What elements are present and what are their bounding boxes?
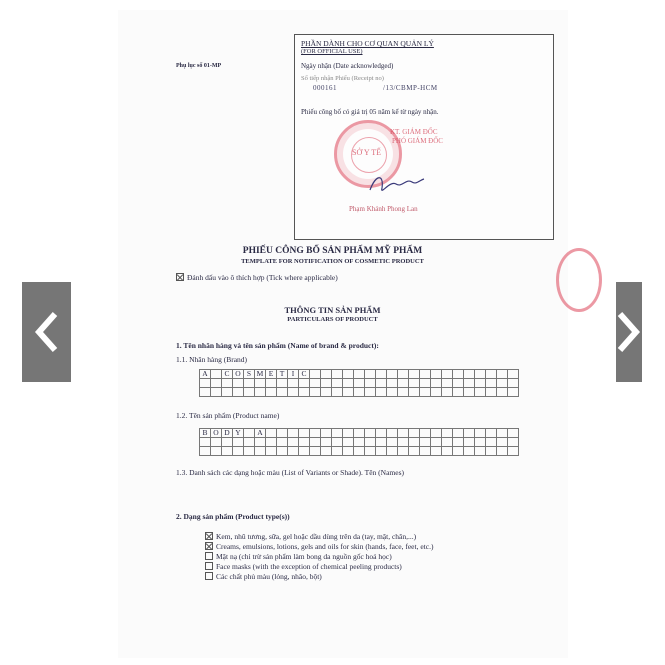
grid-cell [497, 388, 508, 397]
letter-cell: A [255, 429, 266, 438]
grid-cell [332, 388, 343, 397]
grid-cell [508, 388, 519, 397]
grid-cell [431, 438, 442, 447]
grid-cell [266, 438, 277, 447]
grid-cell [376, 379, 387, 388]
grid-cell [475, 370, 486, 379]
receipt-no-label: Số tiếp nhận Phiếu (Receipt no) [301, 75, 384, 82]
seal-title-mid: PHÓ GIÁM ĐỐC [392, 137, 443, 145]
grid-cell [244, 379, 255, 388]
product-name-grid [199, 428, 519, 456]
grid-cell [310, 429, 321, 438]
grid-cell [442, 379, 453, 388]
grid-cell [508, 447, 519, 456]
grid-cell [299, 447, 310, 456]
grid-cell [431, 379, 442, 388]
product-type-item [205, 552, 433, 561]
product-type-list [205, 532, 433, 582]
grid-cell [398, 388, 409, 397]
grid-cell [464, 438, 475, 447]
appendix-label: Phụ lục số 01-MP [176, 63, 222, 69]
grid-cell [299, 429, 310, 438]
grid-cell [233, 388, 244, 397]
grid-cell [508, 379, 519, 388]
unchecked-box-icon [205, 562, 213, 570]
grid-cell [288, 388, 299, 397]
grid-cell [321, 429, 332, 438]
grid-cell [365, 370, 376, 379]
grid-cell [398, 438, 409, 447]
grid-cell [475, 379, 486, 388]
grid-cell [266, 388, 277, 397]
grid-cell [420, 447, 431, 456]
validity-note: Phiếu công bố có giá trị 05 năm kể từ ngày nhận. [301, 108, 439, 116]
letter-cell: O [211, 429, 222, 438]
grid-cell [387, 429, 398, 438]
grid-cell [354, 379, 365, 388]
grid-cell [365, 447, 376, 456]
grid-cell [332, 447, 343, 456]
unchecked-box-icon [205, 572, 213, 580]
grid-cell [409, 370, 420, 379]
question-1-1: 1.1. Nhãn hàng (Brand) [176, 355, 248, 364]
grid-cell [365, 438, 376, 447]
grid-cell [321, 447, 332, 456]
grid-cell [310, 438, 321, 447]
letter-cell [244, 429, 255, 438]
date-received-label: Ngày nhận (Date acknowledged) [301, 62, 394, 70]
letter-cell: C [299, 370, 310, 379]
grid-cell [376, 447, 387, 456]
grid-cell [409, 429, 420, 438]
grid-cell [277, 429, 288, 438]
grid-cell [299, 438, 310, 447]
grid-cell [255, 388, 266, 397]
grid-cell [211, 447, 222, 456]
letter-cell: I [288, 370, 299, 379]
grid-cell [244, 438, 255, 447]
grid-cell [409, 447, 420, 456]
grid-cell [442, 438, 453, 447]
previous-button[interactable] [22, 282, 71, 382]
grid-cell [343, 438, 354, 447]
receipt-number: 000161 [313, 84, 337, 92]
grid-cell [211, 388, 222, 397]
grid-cell [310, 447, 321, 456]
product-type-item [205, 532, 433, 541]
seal-center-text: SỞ Y TẾ [352, 148, 382, 157]
grid-cell [255, 379, 266, 388]
grid-cell [387, 388, 398, 397]
grid-cell [420, 429, 431, 438]
grid-cell [376, 370, 387, 379]
grid-cell [354, 429, 365, 438]
grid-cell [277, 447, 288, 456]
grid-cell [453, 379, 464, 388]
tick-note [176, 273, 338, 282]
official-heading: PHẦN DÀNH CHO CƠ QUAN QUẢN LÝ [301, 39, 434, 48]
grid-cell [464, 379, 475, 388]
grid-cell [398, 370, 409, 379]
grid-cell [222, 438, 233, 447]
grid-cell [343, 379, 354, 388]
grid-cell [310, 370, 321, 379]
grid-cell [255, 438, 266, 447]
question-2: 2. Dạng sản phẩm (Product type(s)) [176, 512, 290, 521]
receipt-suffix: /13/CBMP-HCM [383, 84, 438, 92]
grid-cell [354, 388, 365, 397]
grid-cell [475, 447, 486, 456]
grid-cell [321, 370, 332, 379]
grid-cell [277, 388, 288, 397]
grid-cell [431, 447, 442, 456]
product-type-label: Mặt nạ (chỉ trừ sản phẩm làm bong da nguồn gốc hoá học) [216, 552, 392, 561]
grid-cell [420, 379, 431, 388]
grid-cell [442, 370, 453, 379]
grid-cell [200, 379, 211, 388]
grid-cell [354, 370, 365, 379]
grid-cell [420, 370, 431, 379]
grid-cell [420, 438, 431, 447]
product-type-label: Các chất phủ màu (lỏng, nhão, bột) [216, 572, 322, 581]
grid-cell [453, 429, 464, 438]
grid-cell [497, 447, 508, 456]
grid-cell [431, 429, 442, 438]
grid-cell [409, 388, 420, 397]
grid-cell [200, 438, 211, 447]
grid-cell [486, 388, 497, 397]
section-title-en: PARTICULARS OF PRODUCT [287, 316, 378, 323]
product-type-label: Creams, emulsions, lotions, gels and oils for skin (hands, face, feet, etc.) [216, 542, 434, 551]
checked-box-icon [205, 542, 213, 550]
grid-cell [464, 429, 475, 438]
grid-cell [343, 429, 354, 438]
grid-cell [365, 429, 376, 438]
tick-note-text: Đánh dấu vào ô thích hợp (Tick where applicable) [187, 273, 338, 282]
grid-cell [497, 370, 508, 379]
grid-cell [222, 379, 233, 388]
grid-cell [332, 370, 343, 379]
letter-cell: M [255, 370, 266, 379]
grid-cell [464, 388, 475, 397]
grid-cell [398, 429, 409, 438]
grid-cell [508, 438, 519, 447]
grid-cell [497, 438, 508, 447]
signer-name: Phạm Khánh Phong Lan [349, 205, 418, 213]
grid-cell [475, 438, 486, 447]
grid-cell [354, 438, 365, 447]
letter-cell: S [244, 370, 255, 379]
grid-cell [244, 388, 255, 397]
section-title: THÔNG TIN SẢN PHẨM [284, 305, 381, 315]
grid-cell [497, 379, 508, 388]
grid-cell [288, 447, 299, 456]
grid-cell [442, 447, 453, 456]
grid-cell [365, 379, 376, 388]
grid-cell [365, 388, 376, 397]
grid-cell [233, 447, 244, 456]
grid-cell [431, 370, 442, 379]
grid-cell [255, 447, 266, 456]
grid-cell [475, 388, 486, 397]
grid-cell [464, 447, 475, 456]
grid-cell [387, 370, 398, 379]
official-heading-en: (FOR OFFICIAL USE) [301, 48, 363, 55]
grid-cell [222, 388, 233, 397]
grid-cell [321, 438, 332, 447]
form-title: PHIẾU CÔNG BỐ SẢN PHẨM MỸ PHẨM [242, 246, 423, 256]
grid-cell [508, 370, 519, 379]
grid-cell [453, 370, 464, 379]
grid-cell [453, 438, 464, 447]
letter-cell: C [222, 370, 233, 379]
grid-cell [464, 370, 475, 379]
letter-cell: O [233, 370, 244, 379]
grid-cell [233, 379, 244, 388]
grid-cell [222, 447, 233, 456]
grid-cell [486, 447, 497, 456]
letter-cell [211, 370, 222, 379]
chevron-left-icon [33, 310, 61, 354]
grid-cell [343, 388, 354, 397]
grid-cell [398, 447, 409, 456]
letter-cell: A [200, 370, 211, 379]
grid-cell [211, 379, 222, 388]
grid-cell [277, 438, 288, 447]
grid-cell [288, 379, 299, 388]
grid-cell [332, 438, 343, 447]
grid-cell [453, 388, 464, 397]
grid-cell [288, 438, 299, 447]
letter-cell: T [277, 370, 288, 379]
grid-cell [310, 388, 321, 397]
signature-icon [366, 170, 426, 200]
grid-cell [409, 379, 420, 388]
grid-cell [486, 438, 497, 447]
grid-cell [211, 438, 222, 447]
next-button[interactable] [616, 282, 642, 382]
grid-cell [200, 447, 211, 456]
grid-cell [376, 388, 387, 397]
tick-example-icon [176, 273, 184, 281]
grid-cell [321, 379, 332, 388]
grid-cell [508, 429, 519, 438]
grid-cell [387, 447, 398, 456]
letter-cell: B [200, 429, 211, 438]
grid-cell [431, 388, 442, 397]
grid-cell [453, 447, 464, 456]
grid-cell [376, 429, 387, 438]
chevron-right-icon [616, 310, 642, 354]
grid-cell [299, 379, 310, 388]
grid-cell [409, 438, 420, 447]
grid-cell [398, 379, 409, 388]
grid-cell [332, 379, 343, 388]
grid-cell [354, 447, 365, 456]
grid-cell [376, 438, 387, 447]
form-title-en: TEMPLATE FOR NOTIFICATION OF COSMETIC PRODUCT [241, 258, 424, 265]
grid-cell [486, 370, 497, 379]
grid-cell [233, 438, 244, 447]
question-1-2: 1.2. Tên sản phẩm (Product name) [176, 411, 280, 420]
product-type-label: Face masks (with the exception of chemical peeling products) [216, 562, 402, 571]
grid-cell [387, 379, 398, 388]
grid-cell [486, 379, 497, 388]
grid-cell [288, 429, 299, 438]
letter-cell: Y [233, 429, 244, 438]
question-1-3: 1.3. Danh sách các dạng hoặc màu (List of Variants or Shade). Tên (Names) [176, 468, 404, 477]
grid-cell [497, 429, 508, 438]
grid-cell [299, 388, 310, 397]
product-type-label: Kem, nhũ tương, sữa, gel hoặc dầu dùng trên da (tay, mặt, chân,...) [216, 532, 417, 541]
grid-cell [266, 429, 277, 438]
grid-cell [266, 447, 277, 456]
grid-cell [387, 438, 398, 447]
brand-grid [199, 369, 519, 397]
product-type-item [205, 572, 433, 581]
grid-cell [420, 388, 431, 397]
letter-cell: E [266, 370, 277, 379]
grid-cell [266, 379, 277, 388]
grid-cell [277, 379, 288, 388]
grid-cell [310, 379, 321, 388]
grid-cell [343, 447, 354, 456]
grid-cell [475, 429, 486, 438]
grid-cell [244, 447, 255, 456]
unchecked-box-icon [205, 552, 213, 560]
grid-cell [442, 388, 453, 397]
grid-cell [321, 388, 332, 397]
checked-box-icon [205, 532, 213, 540]
letter-cell: D [222, 429, 233, 438]
grid-cell [200, 388, 211, 397]
grid-cell [442, 429, 453, 438]
seal-title-top: KT. GIÁM ĐỐC [390, 128, 438, 136]
grid-cell [486, 429, 497, 438]
product-type-item [205, 562, 433, 571]
grid-cell [332, 429, 343, 438]
grid-cell [343, 370, 354, 379]
product-type-item [205, 542, 433, 551]
question-1: 1. Tên nhãn hàng và tên sản phẩm (Name of brand & product): [176, 341, 379, 350]
